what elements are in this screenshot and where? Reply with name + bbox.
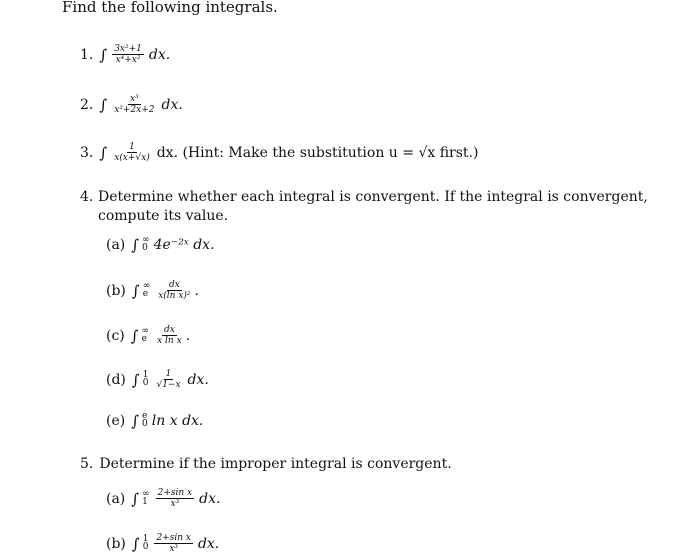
differential: dx. (197, 535, 220, 552)
upper-limit: 1 (142, 369, 149, 380)
fraction (112, 94, 156, 115)
integral-sign-icon: ∫ (99, 143, 108, 162)
fraction (154, 369, 182, 390)
upper-limit: ∞ (141, 325, 150, 336)
integral-limits (143, 282, 151, 298)
punctuation: . (185, 327, 191, 344)
differential: dx. (187, 371, 209, 388)
integral-sign-icon: ∫ (131, 534, 140, 553)
upper-limit: 1 (142, 533, 149, 544)
part-label: (e) (106, 413, 126, 429)
denominator: √1−x (156, 380, 181, 390)
punctuation: . (194, 282, 199, 299)
upper-limit: ∞ (142, 280, 151, 291)
differential: dx. (199, 490, 221, 507)
denominator: x²+2x+2 (114, 105, 155, 115)
fraction (154, 533, 193, 554)
differential-and-hint: dx. (Hint: Make the substitution u = √x first.) (156, 144, 479, 161)
integral-sign-icon: ∫ (99, 95, 108, 114)
problem-3 (80, 142, 478, 163)
problem-number: 2. (80, 96, 94, 113)
problem-2 (80, 94, 183, 115)
part-label: (b) (106, 535, 126, 552)
integral-limits (143, 535, 149, 551)
numerator: dx (168, 280, 180, 290)
fraction (155, 325, 184, 346)
denominator: x ln x (157, 336, 182, 346)
q5-part-a (106, 488, 220, 509)
lower-limit: e (141, 333, 147, 344)
integral-limits (142, 236, 150, 252)
part-label: (a) (106, 490, 126, 507)
question-text: Determine whether each integral is convergent. If the integral is convergent, compute its value. (98, 189, 648, 224)
numerator: x³ (129, 94, 139, 104)
integral-sign-icon: ∫ (131, 489, 140, 508)
denominator: x³ (170, 499, 180, 509)
denominator: x(ln x)² (158, 291, 191, 301)
integral-sign-icon: ∫ (131, 236, 140, 254)
integral-limits (142, 412, 148, 428)
question-number: 5. (80, 456, 94, 472)
denominator: x³ (169, 544, 179, 554)
part-label: (b) (106, 282, 126, 299)
integral-limits (142, 490, 150, 506)
q4-part-b (106, 280, 199, 301)
fraction (112, 44, 144, 65)
fraction (156, 488, 195, 509)
q4-part-e (106, 412, 203, 430)
lower-limit: 0 (142, 377, 149, 388)
problem-number: 1. (80, 46, 94, 63)
question-number: 4. (80, 189, 94, 205)
part-label: (c) (106, 327, 125, 344)
integrand: 4e⁻²ˣ dx. (153, 237, 215, 253)
integral-sign-icon: ∫ (99, 45, 108, 64)
page-heading: Find the following integrals. (62, 0, 278, 16)
numerator: 2+sin x (157, 488, 193, 498)
part-label: (d) (106, 371, 126, 388)
upper-limit: e (142, 411, 148, 421)
upper-limit: ∞ (142, 235, 150, 245)
integral-limits (142, 327, 150, 343)
lower-limit: 1 (142, 496, 148, 507)
integral-limits (143, 371, 149, 387)
problem-number: 3. (80, 144, 94, 161)
fraction (112, 142, 152, 163)
lower-limit: e (142, 288, 149, 299)
numerator: 1 (129, 142, 135, 152)
denominator: x⁴+x² (115, 55, 141, 65)
lower-limit: 0 (142, 419, 148, 429)
lower-limit: 0 (142, 541, 149, 552)
q4-part-a (106, 236, 215, 254)
q4-part-c (106, 325, 190, 346)
q4-part-d (106, 369, 209, 390)
integral-sign-icon: ∫ (131, 370, 140, 389)
q5-part-b (106, 533, 219, 554)
fraction (156, 280, 192, 301)
problem-1 (80, 44, 170, 65)
part-label: (a) (106, 237, 126, 253)
lower-limit: 0 (142, 243, 148, 253)
numerator: dx (163, 325, 175, 335)
differential: dx. (161, 96, 183, 113)
upper-limit: ∞ (142, 488, 150, 499)
question-4 (80, 188, 693, 226)
integrand: ln x dx. (151, 413, 204, 429)
question-5 (80, 455, 452, 473)
integral-sign-icon: ∫ (131, 412, 140, 430)
numerator: 2+sin x (156, 533, 191, 543)
integral-sign-icon: ∫ (130, 326, 139, 345)
question-text: Determine if the improper integral is convergent. (99, 456, 452, 472)
denominator: x(x+√x) (114, 153, 150, 163)
integral-sign-icon: ∫ (131, 281, 140, 300)
numerator: 1 (165, 369, 172, 379)
numerator: 3x²+1 (114, 44, 142, 54)
differential: dx. (148, 46, 171, 63)
